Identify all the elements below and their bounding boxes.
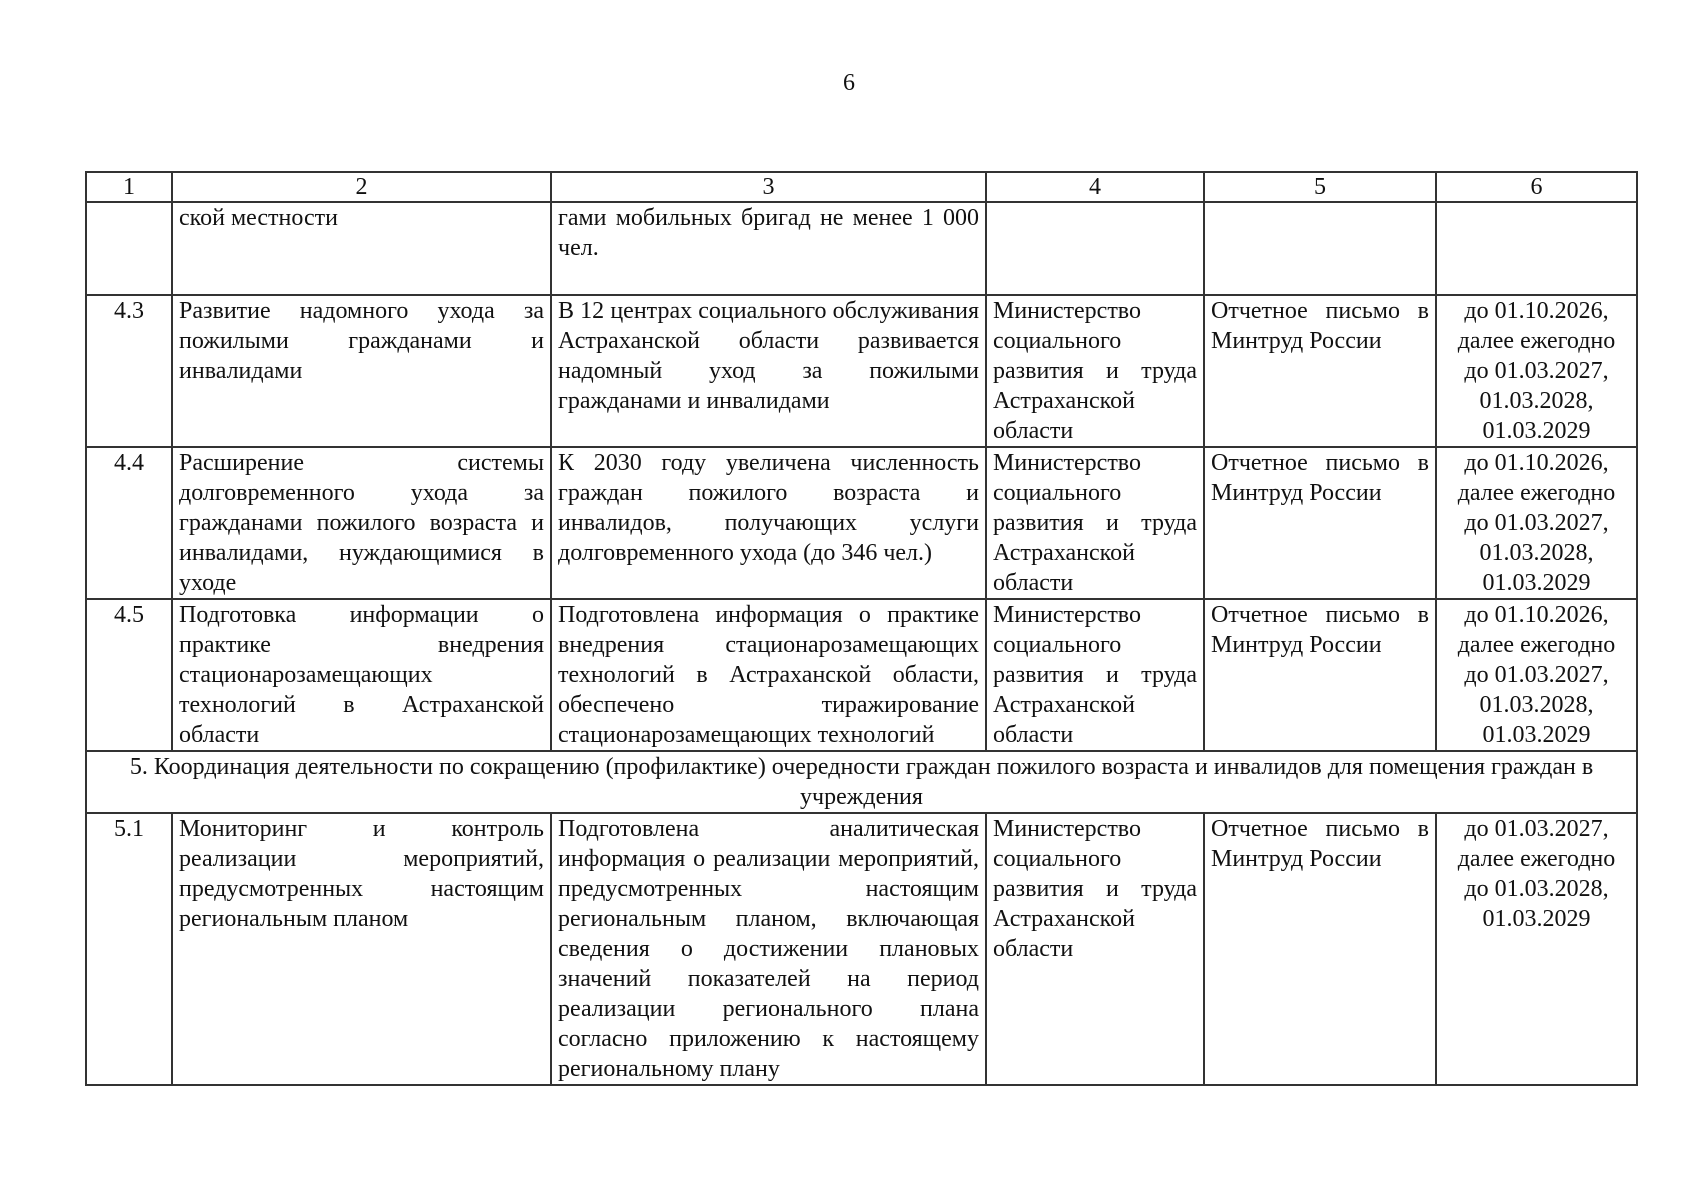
deadline-line: далее ежегодно [1457,846,1616,872]
report-cell: Отчетное письмо в Минтруд России [1204,295,1436,447]
page-number: 6 [843,70,855,96]
measure-cell: Расширение системы долговременного ухода за гражданами пожилого возраста и инвалидами, нуждающимися в уходе [172,447,551,599]
table-row [86,447,1637,599]
deadline-cell [1436,447,1637,599]
row-number: 4.5 [86,599,172,751]
header-row [86,172,1637,202]
deadline-line: до 01.03.2027, [1464,510,1609,536]
executor-cell: Министерство социального развития и труда Астраханской области [986,599,1204,751]
deadline-line: 01.03.2029 [1482,906,1591,932]
deadline-line: до 01.10.2026, [1464,602,1609,628]
table-row [86,813,1637,1085]
deadline-line: до 01.03.2027, [1464,816,1609,842]
column-header: 5 [1204,172,1436,202]
measure-cell: Мониторинг и контроль реализации мероприятий, предусмотренных настоящим региональным планом [172,813,551,1085]
deadline-line: до 01.03.2028, [1464,876,1609,902]
deadline-line: 01.03.2028, [1479,692,1594,718]
deadline-line: далее ежегодно [1457,480,1616,506]
result-cell: гами мобильных бригад не менее 1 000 чел. [551,202,986,295]
column-header: 3 [551,172,986,202]
deadline-line: до 01.10.2026, [1464,298,1609,324]
plan-table [85,171,1638,1086]
measure-cell: ской местности [172,202,551,295]
report-cell: Отчетное письмо в Минтруд России [1204,813,1436,1085]
column-header: 1 [86,172,172,202]
executor-cell: Министерство социального развития и труда Астраханской области [986,813,1204,1085]
table-row [86,599,1637,751]
row-number: 4.3 [86,295,172,447]
report-cell: Отчетное письмо в Минтруд России [1204,599,1436,751]
deadline-line: 01.03.2028, [1479,388,1594,414]
num-cell [86,202,172,295]
deadline-cell [1436,813,1637,1085]
deadline-line: 01.03.2029 [1482,418,1591,444]
deadline-line: 01.03.2029 [1482,570,1591,596]
executor-cell: Министерство социального развития и труда Астраханской области [986,447,1204,599]
measure-cell: Подготовка информации о практике внедрения стационарозамещающих технологий в Астраханской области [172,599,551,751]
section-5-title: 5. Координация деятельности по сокращению (профилактике) очередности граждан пожилого возраста и инвалидов для помещения граждан в учреждения [86,751,1637,813]
row-number: 5.1 [86,813,172,1085]
deadline-cell [1436,295,1637,447]
deadline-line: 01.03.2029 [1482,722,1591,748]
report-cell [1204,202,1436,295]
column-header: 2 [172,172,551,202]
result-cell: Подготовлена аналитическая информация о реализации мероприятий, предусмотренных настоящим региональным планом, включающая сведения о достижении плановых значений показателей на период реализации регионального плана согласно приложению к настоящему региональному плану [551,813,986,1085]
row-number: 4.4 [86,447,172,599]
deadline-line: до 01.10.2026, [1464,450,1609,476]
result-cell: К 2030 году увеличена численность граждан пожилого возраста и инвалидов, получающих услуги долговременного ухода (до 346 чел.) [551,447,986,599]
continuation-row [86,202,1637,295]
deadline-line: 01.03.2028, [1479,540,1594,566]
report-cell: Отчетное письмо в Минтруд России [1204,447,1436,599]
deadline-line: далее ежегодно [1457,328,1616,354]
executor-cell: Министерство социального развития и труда Астраханской области [986,295,1204,447]
table-row [86,295,1637,447]
deadline-line: до 01.03.2027, [1464,358,1609,384]
section-row [86,751,1637,813]
column-header: 4 [986,172,1204,202]
executor-cell [986,202,1204,295]
deadline-line: до 01.03.2027, [1464,662,1609,688]
deadline-cell [1436,202,1637,295]
measure-cell: Развитие надомного ухода за пожилыми гражданами и инвалидами [172,295,551,447]
deadline-cell [1436,599,1637,751]
result-cell: В 12 центрах социального обслуживания Астраханской области развивается надомный уход за пожилыми гражданами и инвалидами [551,295,986,447]
result-cell: Подготовлена информация о практике внедрения стационарозамещающих технологий в Астраханской области, обеспечено тиражирование стационарозамещающих технологий [551,599,986,751]
deadline-line: далее ежегодно [1457,632,1616,658]
column-header: 6 [1436,172,1637,202]
